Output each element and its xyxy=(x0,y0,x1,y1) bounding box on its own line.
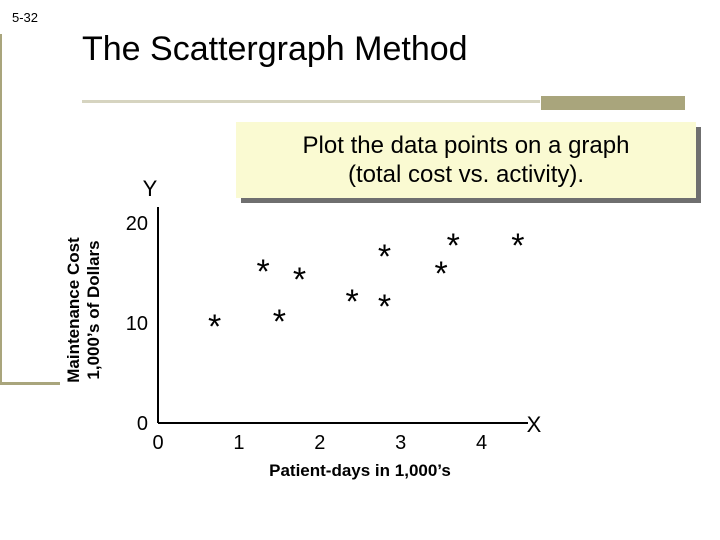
data-point-marker: * xyxy=(345,283,359,321)
x-tick-label: 1 xyxy=(233,432,245,454)
y-tick-label: 10 xyxy=(125,313,148,335)
slide-number: 5-32 xyxy=(12,10,39,25)
y-axis-letter: Y xyxy=(142,176,158,201)
data-point-marker: * xyxy=(434,255,448,293)
data-point-marker: * xyxy=(377,288,392,326)
x-tick-label: 0 xyxy=(152,432,164,454)
x-tick-label: 4 xyxy=(475,432,488,454)
x-axis-title: Patient-days in 1,000’s xyxy=(269,461,451,480)
data-point-marker: * xyxy=(377,238,392,276)
data-point-marker: * xyxy=(292,261,307,299)
x-tick-label: 3 xyxy=(395,432,407,454)
y-tick-label: 0 xyxy=(136,413,148,435)
slide-title: The Scattergraph Method xyxy=(82,30,468,68)
y-axis-title-text: Maintenance Cost 1,000’s of Dollars xyxy=(64,237,103,383)
x-tick-label: 2 xyxy=(314,432,326,454)
y-tick-label: 20 xyxy=(125,213,148,235)
x-axis-letter: X xyxy=(526,412,542,437)
data-point-marker: * xyxy=(207,308,222,346)
data-point-marker: * xyxy=(511,227,525,265)
data-point-marker: * xyxy=(272,303,286,341)
data-point-marker: * xyxy=(256,253,270,291)
data-point-marker: * xyxy=(446,227,460,265)
callout-text: Plot the data points on a graph (total cost vs. activity). xyxy=(302,132,630,188)
